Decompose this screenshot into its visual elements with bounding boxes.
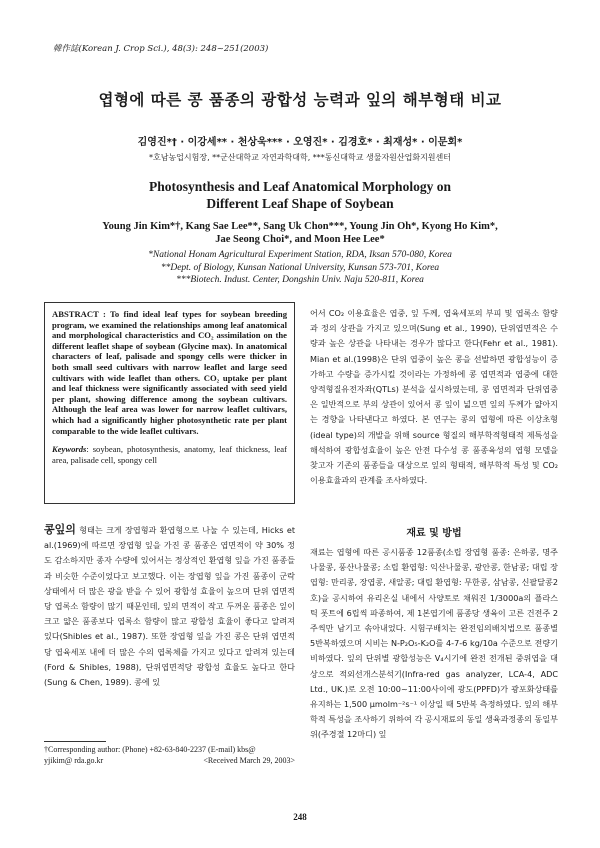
methods-heading: 재료 및 방법	[406, 528, 462, 539]
english-affiliations	[0, 249, 600, 287]
keywords	[52, 444, 287, 465]
english-authors	[0, 220, 600, 246]
journal-citation: 韓作誌(Korean J. Crop Sci.), 48(3): 248~251(2003)	[53, 44, 269, 54]
intro-lead-word: 콩잎의	[44, 523, 76, 536]
korean-affiliation: *호남농업시험장, **군산대학교 자연과학대학, ***동신대학교 생물자원산업화지원센터	[148, 153, 451, 162]
methods-text: 재료는 엽형에 따른 공시품종 12품종(소립 장엽형 품종: 은하콩, 명주나물콩, 풍산나물콩; 소립 환엽형: 익산나물콩, 광안콩, 한남콩; 대립 장엽형: 만리콩, 장엽콩, 새알콩; 대립 환엽형: 무한콩, 삼남콩, 신팔달콩2호)을 공시하여 유리온실 내에서 사양토로 채워진 1/3000a의 플라스틱 폿트에 6립씩 파종하여, 제 1본엽기에 품종당 생육이 고른 건전주 2주씩만 남기고 솎아내었다. 시험구배치는 완전임의배치법으로 품종별 5반복하였으며 시비는 N-P₂O₅-K₂O를 4-7-6 kg/10a 수준으로 전량기비하였다. 잎의 단위별 광합성능은 V₄시기에 완전 전개된 중위엽을 대상으로 적외선개스분석기(Infra-red gas analyzer, LCA-4, ADC Ltd., UK.)로 오전 10:00~11:00사이에 광도(PPFD)가 광포화상태를 유지하는 1,500 μmolm⁻²s⁻¹ 이상일 때 5반복 측정하였다. 잎의 해부학적 특성을 조사하기 위하여 각 공시재료의 동일 생육과정종의 동일부위(주경절 12마디) 잎	[310, 547, 558, 740]
intro-text: 형태는 크게 장엽형과 환엽형으로 나눌 수 있는데, Hicks et al.(1969)에 따르면 장엽형 잎을 가진 콩 품종은 엽면적이 약 30% 정도 감소하지만 종자 수량에 있어서는 정상적인 환엽형 잎을 가진 품종들과 비슷한 수준이었다고 보고했다. 이는 장엽형 잎을 가진 품종이 군락상태에서 더 많은 광을 받을 수 있어 광합성 효율이 높으며 단위 엽면적당 엽록소 함량이 많기 때문인데, 잎의 면적이 작고 두꺼운 품종은 잎이 크고 얇은 품종보다 엽록소 함량이 많고 광합성 효율이 좋다고 알려져 있다(Shibles et al., 1987). 또한 장엽형 잎을 가진 콩은 단위 엽면적당 엽육세포 내에 더 많은 수의 엽록체를 가지고 있다고 알려져 있는데(Ford & Shibles, 1988), 단위엽면적당 광합성 효율도 높다고 한다(Sung & Chen, 1989). 콩에 있	[44, 525, 295, 688]
english-authors-line-1: Young Jin Kim*†, Kang Sae Lee**, Sang Uk Chon***, Young Jin Oh*, Kyong Ho Kim*,	[102, 221, 498, 232]
keywords-list: : soybean, photosynthesis, anatomy, leaf thickness, leaf area, palisade cell, spongy cell	[52, 444, 287, 465]
korean-title: 엽형에 따른 콩 품종의 광합성 능력과 잎의 해부형태 비교	[98, 91, 502, 109]
affiliation-3: ***Biotech. Indust. Center, Dongshin Univ. Naju 520-811, Korea	[176, 275, 424, 285]
english-title-line-2: Different Leaf Shape of Soybean	[206, 196, 394, 211]
introduction-left	[44, 522, 295, 690]
abstract-text: ABSTRACT : To find ideal leaf types for soybean breeding program, we examined the relationships among leaf anatomical and morphological characteristics and CO₂ assimilation on the different leaflet shape of soybean (Glycine max). In anatomical characters of leaf, palisade and spongy cells were thicker in both small seed cultivars with narrow leaflet and large seed cultivars with wide leaflet than others. CO₂ uptake per plant and leaf thickness were significantly associated with seed yield per plant, showing difference among the soybean cultivars. Although the leaf area was lower for narrow leaflet cultivars, which had a significantly higher photosynthetic rate per plant comparable to the wide leaflet cultivars.	[52, 309, 287, 436]
footnote-divider	[44, 741, 106, 742]
english-title-line-1: Photosynthesis and Leaf Anatomical Morphology on	[149, 179, 451, 194]
page-number: 248	[293, 812, 307, 822]
affiliation-2: **Dept. of Biology, Kunsan National University, Kunsan 573-701, Korea	[160, 262, 440, 273]
corresponding-author: †Corresponding author: (Phone) +82-63-840-2237 (E-mail) kbs@	[44, 745, 256, 754]
author-email: yjikim@ rda.go.kr	[44, 756, 104, 765]
english-authors-line-2: Jae Seong Choi*, and Moon Hee Lee*	[215, 234, 385, 245]
keywords-label: Keywords	[52, 444, 87, 455]
abstract-box	[44, 302, 295, 504]
received-date: <Received March 29, 2003>	[203, 756, 295, 765]
korean-authors: 김영진*† · 이강세** · 천상욱*** · 오영진* · 김경호* · 최재성* · 이문회*	[137, 137, 463, 148]
english-title	[0, 178, 600, 212]
introduction-right: 어서 CO₂ 이용효율은 엽중, 잎 두께, 엽육세포의 부피 및 엽록소 함량과 정의 상관을 가지고 있으며(Sung et al., 1990), 단위엽면적은 수량과 높은 상관을 나타내는 경우가 많다고 한다(Fehr et al., 1981). Mian et al.(1998)은 단위 엽중이 높은 콩을 선발하면 광합성능이 증가하고 수량을 증가시킬 것이라는 가정하에 콩 엽면적과 엽중에 대한 양적형질유전자좌(QTLs) 분석을 실시하였는데, 콩 엽면적과 단위엽중은 일반적으로 부의 상관이 있어서 콩 잎이 넓으면 잎의 두께가 얇아지는 경향을 나타낸다고 하였다. 본 연구는 콩의 엽형에 따른 이상초형(ideal type)의 개발을 위해 source 형질의 해부학적형태적 제특성을 해석하여 광합성효율이 높은 안전 다수성 콩 품종육성의 엽형 모델을 찾고자 기존의 품종들을 대상으로 잎의 형태적, 해부학적 특성 및 CO₂ 이용효율과의 관계를 조사하였다.	[310, 308, 558, 486]
affiliation-1: *National Honam Agricultural Experiment Station, RDA, Iksan 570-080, Korea	[148, 250, 452, 260]
footnote	[44, 744, 295, 766]
